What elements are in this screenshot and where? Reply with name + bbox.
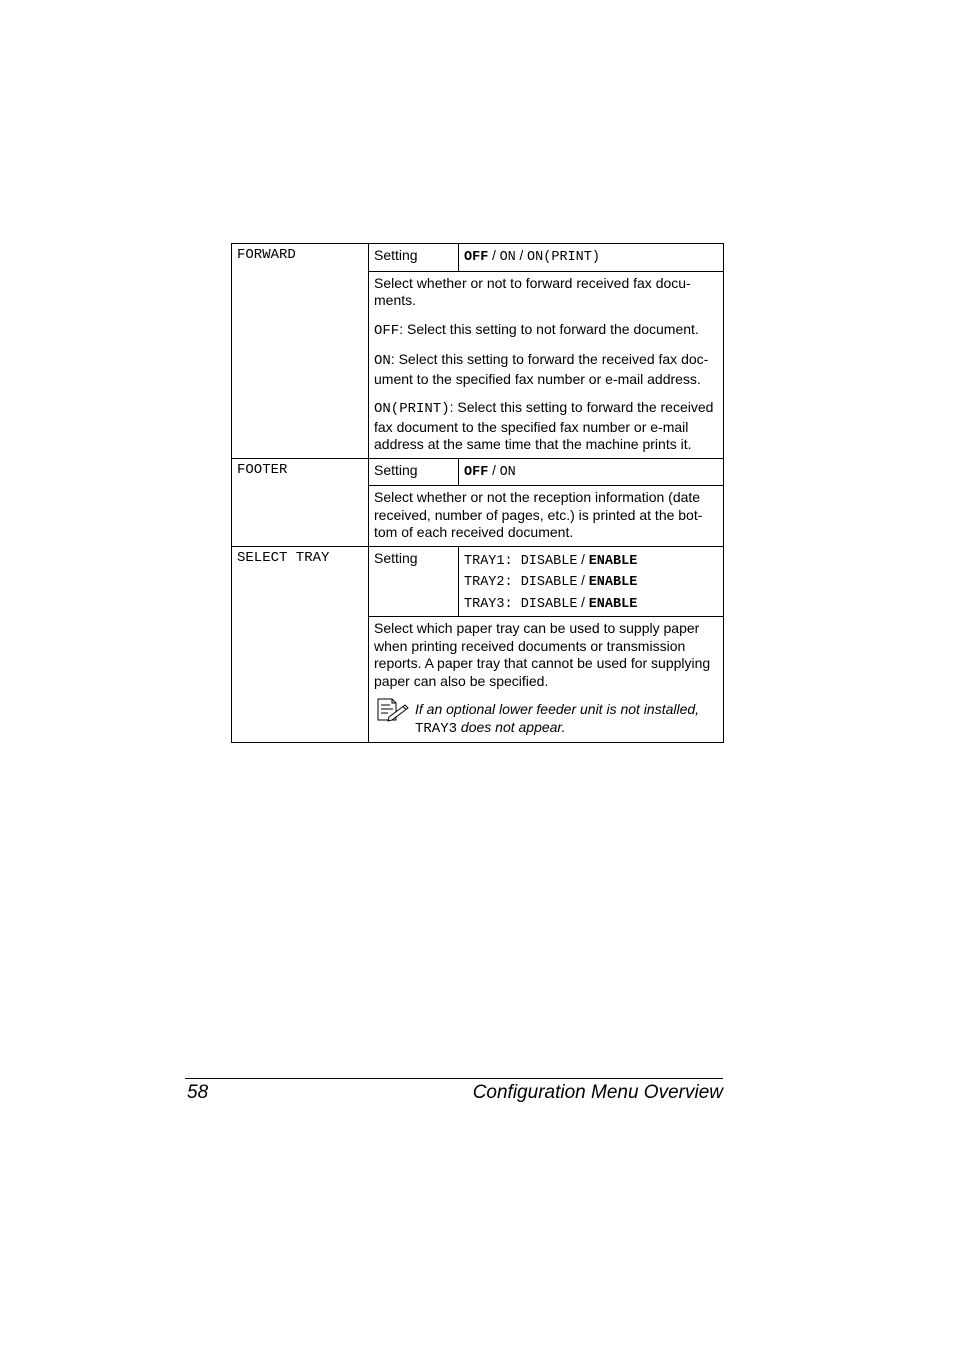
forward-desc-text: Select whether or not to forward received fax docu-ments. bbox=[374, 274, 691, 308]
select-tray-description bbox=[369, 617, 724, 743]
forward-off-text: : Select this setting to not forward the document. bbox=[399, 320, 699, 337]
forward-setting-row bbox=[232, 244, 724, 272]
select-tray-setting-label: Setting bbox=[369, 546, 459, 617]
forward-on-text: : Select this setting to forward the received fax doc-ument to the specified fax number or e-mail address. bbox=[374, 351, 709, 387]
separator: / bbox=[577, 551, 589, 567]
separator: / bbox=[488, 248, 500, 263]
tray2-option bbox=[464, 571, 719, 593]
footer-opt-off: OFF bbox=[464, 464, 489, 480]
forward-options bbox=[459, 244, 724, 272]
footer-opt-on: ON bbox=[499, 464, 516, 480]
tray1-disable: TRAY1: DISABLE bbox=[464, 553, 578, 569]
forward-opt-onprint: ON(PRINT) bbox=[527, 250, 600, 265]
footer-rule bbox=[185, 1078, 723, 1079]
footer-setting-row bbox=[232, 458, 724, 486]
forward-on-code: ON bbox=[374, 353, 391, 369]
forward-setting-label: Setting bbox=[369, 244, 459, 272]
tray2-disable: TRAY2: DISABLE bbox=[464, 575, 578, 590]
forward-onprint-para bbox=[374, 399, 719, 454]
select-tray-desc-text: Select which paper tray can be used to supply paper when printing received documents or transmission reports. A paper tray that cannot be used for supplying paper can also be specified. bbox=[374, 620, 711, 689]
tray1-enable: ENABLE bbox=[588, 553, 638, 569]
tray2-enable: ENABLE bbox=[588, 575, 638, 590]
note-line-1: If an optional lower feeder unit is not installed, bbox=[415, 701, 700, 717]
footer-desc-text: Select whether or not the reception information (date received, number of pages, etc.) is printed at the bot-tom of each received document. bbox=[374, 489, 703, 540]
select-tray-name: SELECT TRAY bbox=[232, 546, 369, 743]
footer-description bbox=[369, 486, 724, 547]
forward-name: FORWARD bbox=[232, 244, 369, 459]
footer-options bbox=[459, 458, 724, 486]
forward-opt-on: ON bbox=[499, 250, 516, 265]
select-tray-setting-row bbox=[232, 546, 724, 617]
tray1-option bbox=[464, 550, 719, 572]
forward-off-para bbox=[374, 321, 719, 341]
forward-on-para bbox=[374, 351, 719, 388]
note-line-2 bbox=[415, 719, 719, 739]
separator: / bbox=[488, 462, 500, 478]
forward-opt-off: OFF bbox=[464, 250, 489, 265]
select-tray-options bbox=[459, 546, 724, 617]
forward-off-code: OFF bbox=[374, 322, 400, 339]
tray3-option bbox=[464, 593, 719, 615]
footer-name: FOOTER bbox=[232, 458, 369, 546]
note-tray3-code: TRAY3 bbox=[415, 720, 458, 737]
config-table bbox=[231, 243, 724, 743]
page-number: 58 bbox=[187, 1082, 209, 1103]
separator: / bbox=[515, 248, 528, 263]
forward-onprint-text: : Select this setting to forward the received fax document to the specified fax number or e-mail address at the same time that the machine prints it. bbox=[374, 399, 714, 452]
note bbox=[374, 701, 719, 738]
separator: / bbox=[577, 594, 589, 610]
separator: / bbox=[577, 573, 589, 588]
tray3-enable: ENABLE bbox=[588, 596, 638, 612]
page-footer-title: Configuration Menu Overview bbox=[472, 1082, 723, 1103]
tray3-disable: TRAY3: DISABLE bbox=[464, 596, 578, 612]
footer-setting-label: Setting bbox=[369, 458, 459, 486]
forward-description bbox=[369, 271, 724, 458]
note-tail: does not appear. bbox=[457, 718, 566, 735]
note-pencil-icon bbox=[376, 698, 410, 722]
forward-onprint-code: ON(PRINT) bbox=[374, 401, 450, 417]
